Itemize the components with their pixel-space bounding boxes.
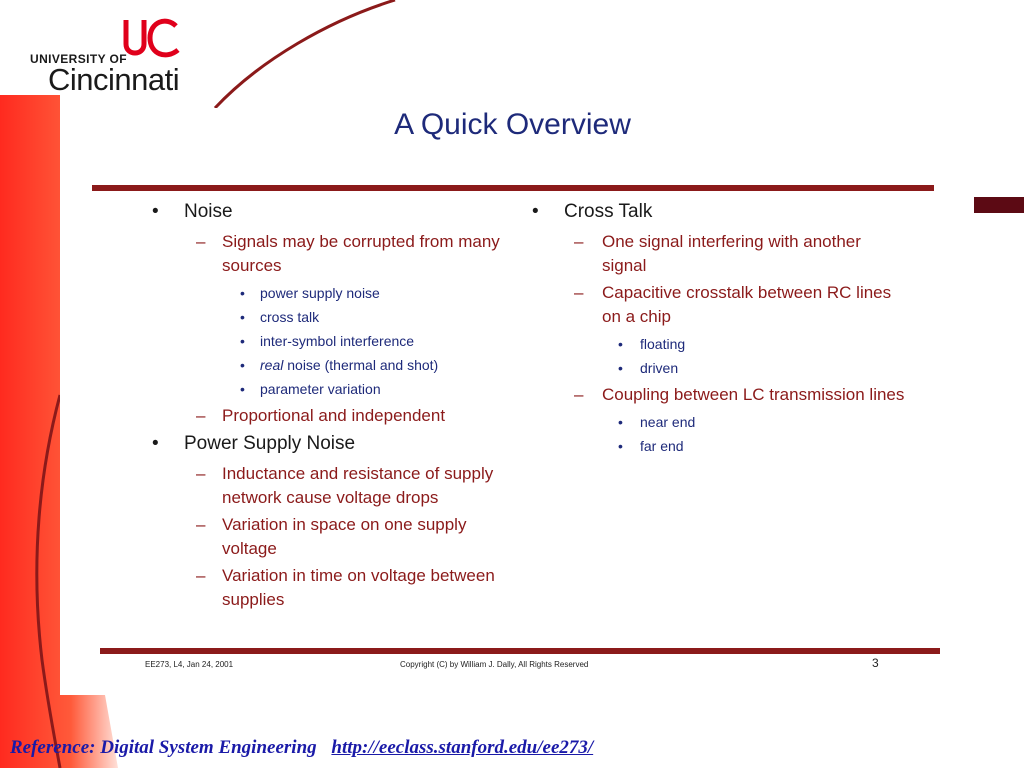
sub-bullet-text: Variation in space on one supply voltage — [222, 515, 467, 558]
dash-marker: – — [574, 283, 584, 302]
small-bullet-marker: • — [240, 309, 245, 325]
small-bullet-marker: • — [618, 414, 623, 430]
small-bullet-marker: • — [240, 357, 245, 373]
sub-sub-bullet-text: power supply noise — [260, 285, 380, 301]
sub-sub-bullet-text: parameter variation — [260, 381, 381, 397]
sub-bullet — [150, 462, 510, 510]
footer-page-number: 3 — [872, 656, 879, 670]
right-column — [530, 200, 910, 458]
real-word: real — [260, 357, 284, 373]
sub-bullet-text: Capacitive crosstalk between RC lines on a chip — [602, 283, 892, 326]
sub-bullet-text: Inductance and resistance of supply network cause voltage drops — [222, 464, 494, 507]
sub-sub-bullet-text: near end — [640, 414, 696, 430]
side-accent-bar — [974, 197, 1024, 213]
sub-bullet — [530, 230, 910, 278]
dash-marker: – — [196, 566, 206, 585]
left-column — [150, 200, 510, 615]
sub-bullet — [150, 513, 510, 561]
sub-sub-bullet — [530, 332, 910, 356]
dash-marker: – — [196, 232, 206, 251]
bullet-power-supply-noise — [150, 432, 510, 456]
sub-sub-bullet-text: cross talk — [260, 309, 320, 325]
sub-sub-bullet — [530, 434, 910, 458]
sub-bullet — [150, 230, 510, 278]
small-bullet-marker: • — [618, 336, 623, 352]
sub-sub-bullet-text: driven — [640, 360, 679, 376]
footer-course-date: EE273, L4, Jan 24, 2001 — [145, 660, 234, 669]
reference-label: Reference: — [10, 737, 96, 758]
sub-bullet-text: One signal interfering with another signal — [602, 232, 861, 275]
bullet-cross-talk — [530, 200, 910, 224]
reference-text: Digital System Engineering — [100, 737, 317, 758]
sub-sub-bullet — [150, 305, 510, 329]
bullet-label: Noise — [184, 201, 233, 222]
bullet-label: Cross Talk — [564, 201, 653, 222]
bottom-divider — [100, 648, 940, 654]
sub-sub-bullet — [150, 377, 510, 401]
university-logo — [26, 18, 206, 98]
sub-bullet-text: Coupling between LC transmission lines — [602, 385, 905, 404]
sub-sub-bullet — [150, 353, 510, 377]
sub-sub-bullet-text: far end — [640, 438, 684, 454]
bullet-marker: • — [152, 433, 159, 454]
small-bullet-marker: • — [618, 360, 623, 376]
sub-sub-bullet — [530, 410, 910, 434]
sub-bullet — [530, 281, 910, 329]
sub-bullet-text: Proportional and independent — [222, 406, 446, 425]
sub-sub-bullet — [150, 329, 510, 353]
small-bullet-marker: • — [240, 381, 245, 397]
small-bullet-marker: • — [240, 285, 245, 301]
dash-marker: – — [196, 406, 206, 425]
slide-title: A Quick Overview — [394, 108, 631, 141]
logo-university-of: UNIVERSITY OF — [30, 52, 127, 66]
sub-sub-bullet-text: floating — [640, 336, 686, 352]
footer-copyright: Copyright (C) by William J. Dally, All Rights Reserved — [400, 660, 589, 669]
sub-bullet-text: Signals may be corrupted from many sources — [222, 232, 500, 275]
top-divider — [92, 185, 934, 191]
sub-sub-bullet-text: inter-symbol interference — [260, 333, 415, 349]
sub-bullet — [150, 404, 510, 428]
bullet-marker: • — [532, 201, 539, 222]
sub-bullet — [150, 564, 510, 612]
sub-sub-bullet — [150, 281, 510, 305]
bullet-marker: • — [152, 201, 159, 222]
uc-monogram-icon — [122, 18, 182, 62]
sub-bullet — [530, 383, 910, 407]
sub-bullet-text: Variation in time on voltage between supplies — [222, 566, 495, 609]
small-bullet-marker: • — [618, 438, 623, 454]
reference-link[interactable]: http://eeclass.stanford.edu/ee273/ — [331, 737, 594, 758]
bullet-label: Power Supply Noise — [184, 433, 356, 454]
reference-line — [10, 737, 593, 759]
sub-sub-bullet — [530, 356, 910, 380]
dash-marker: – — [196, 515, 206, 534]
logo-city-name: Cincinnati — [48, 62, 180, 97]
small-bullet-marker: • — [240, 333, 245, 349]
dash-marker: – — [574, 385, 584, 404]
bullet-noise — [150, 200, 510, 224]
dash-marker: – — [574, 232, 584, 251]
dash-marker: – — [196, 464, 206, 483]
slide-image — [60, 108, 965, 695]
sub-sub-bullet-text: noise (thermal and shot) — [287, 357, 439, 373]
red-curve-line — [215, 0, 395, 108]
